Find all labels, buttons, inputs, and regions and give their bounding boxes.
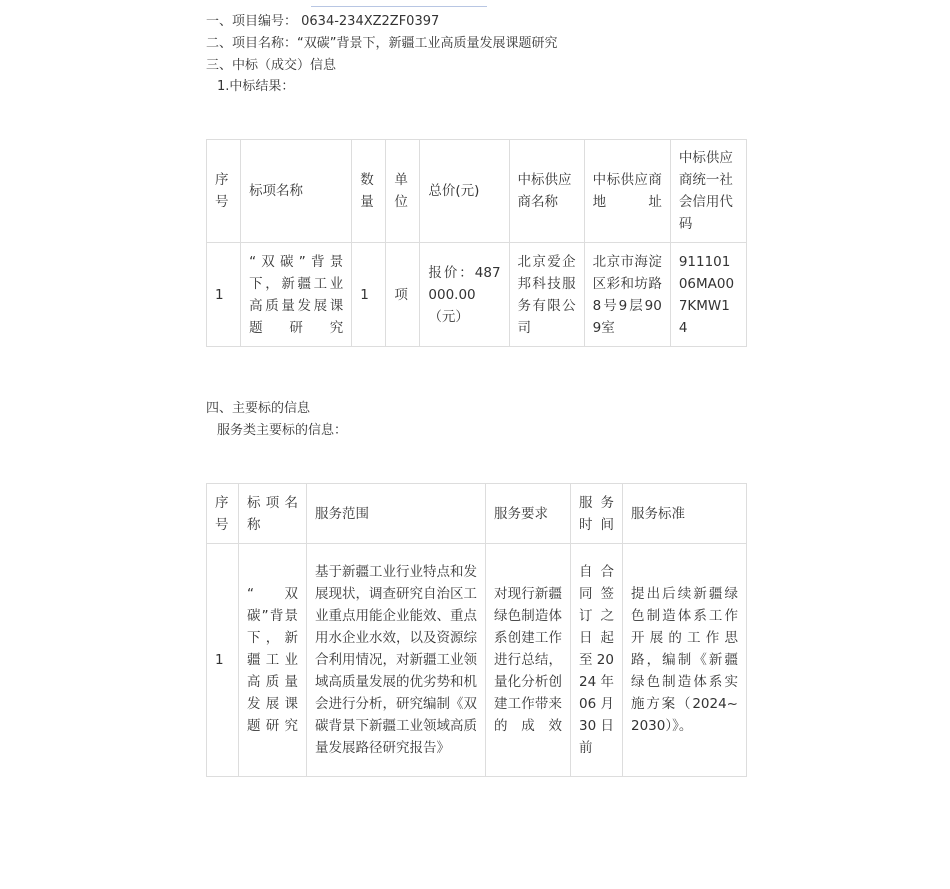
service-items-table: [206, 483, 747, 777]
award-cell-index: 1: [207, 243, 241, 347]
service-header-scope: 服务范围: [307, 484, 486, 544]
section-award-heading: 三、中标（成交）信息: [206, 58, 337, 73]
award-header-unit: 单位: [386, 140, 420, 243]
service-items-label: 服务类主要标的信息：: [217, 423, 348, 438]
award-header-quantity: 数量: [352, 140, 386, 243]
award-cell-credit-code: 91110106MA007KMW14: [670, 243, 746, 347]
award-header-supplier-address: 中标供应商地址: [584, 140, 670, 243]
award-header-index: 序号: [207, 140, 241, 243]
award-header-item-name: 标项名称: [241, 140, 352, 243]
service-cell-item-name: “双碳”背景下，新疆工业高质量发展课题研究: [239, 544, 307, 777]
service-header-standard: 服务标准: [623, 484, 747, 544]
award-header-supplier-name: 中标供应商名称: [509, 140, 584, 243]
service-cell-scope: 基于新疆工业行业特点和发展现状，调查研究自治区工业重点用能企业能效、重点用水企业水效，以及资源综合利用情况，对新疆工业领域高质量发展的优劣势和机会进行分析，研究编制《双碳背景下新疆工业领域高质量发展路径研究报告》: [307, 544, 486, 777]
award-cell-item-name: “双碳”背景下，新疆工业高质量发展课题研究: [241, 243, 352, 347]
award-cell-total-price: 报价：487000.00（元）: [420, 243, 509, 347]
award-table-header-row: [207, 140, 747, 243]
service-header-item-name: 标项名称: [239, 484, 307, 544]
service-header-time: 服务时间: [571, 484, 623, 544]
award-cell-supplier-address: 北京市海淀区彩和坊路8号9层909室: [584, 243, 670, 347]
award-cell-supplier-name: 北京爱企邦科技服务有限公司: [509, 243, 584, 347]
service-cell-time: 自合同签订之日起至2024年06月30日前: [571, 544, 623, 777]
service-header-index: 序号: [207, 484, 239, 544]
service-cell-standard: 提出后续新疆绿色制造体系工作开展的工作思路，编制《新疆绿色制造体系实施方案（2024~2030）》。: [623, 544, 747, 777]
service-table-header-row: [207, 484, 747, 544]
service-header-requirements: 服务要求: [486, 484, 571, 544]
award-header-total-price: 总价(元): [420, 140, 509, 243]
service-cell-requirements: 对现行新疆绿色制造体系创建工作进行总结，量化分析创建工作带来的成效: [486, 544, 571, 777]
award-header-credit-code: 中标供应商统一社会信用代码: [670, 140, 746, 243]
award-cell-unit: 项: [386, 243, 420, 347]
section-main-items-heading: 四、主要标的信息: [206, 401, 311, 416]
award-cell-quantity: 1: [352, 243, 386, 347]
project-number-line: 一、项目编号： 0634-234XZ2ZF0397: [206, 14, 440, 29]
award-result-label: 1.中标结果：: [217, 79, 295, 94]
table-row: [207, 544, 747, 777]
service-cell-index: 1: [207, 544, 239, 777]
table-row: [207, 243, 747, 347]
project-name-line: 二、项目名称：“双碳”背景下，新疆工业高质量发展课题研究: [206, 36, 558, 51]
top-divider: [311, 6, 487, 7]
award-result-table: [206, 139, 747, 347]
